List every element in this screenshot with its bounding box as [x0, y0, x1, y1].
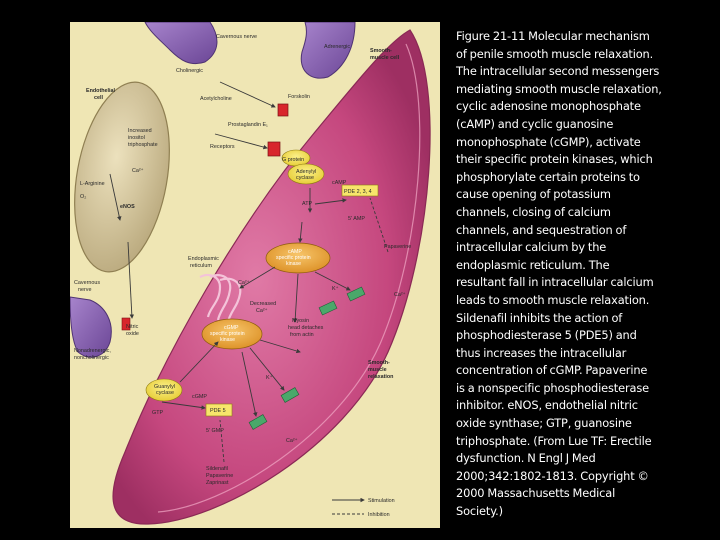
caption-line: 2000 Massachusetts Medical — [456, 486, 616, 501]
label-papaverine-right: Papaverine — [384, 244, 412, 250]
label-cavernous-left: Cavernous — [74, 280, 101, 286]
label-ca-channel: Ca²⁺ — [394, 292, 406, 298]
label-myosin-3: from actin — [290, 332, 314, 338]
caption-line: The intracellular second messengers — [456, 64, 660, 79]
label-prostaglandin: Prostaglandin E₁ — [228, 122, 268, 128]
label-cgmp-kinase-3: kinase — [220, 337, 235, 343]
caption-line: resultant fall in intracellular calcium — [456, 275, 654, 290]
caption-line: mediating smooth muscle relaxation, — [456, 81, 662, 96]
label-enos: eNOS — [120, 204, 135, 210]
label-triphosphate: triphosphate — [128, 142, 158, 148]
caption-line: monophosphate (cGMP), activate — [456, 134, 641, 149]
label-smooth-relax: Smooth- — [368, 360, 390, 366]
prostaglandin-receptor — [268, 142, 280, 156]
caption-line: channels, and sequestration of — [456, 222, 627, 237]
label-cgmp: cGMP — [192, 394, 207, 400]
figure-panel — [70, 22, 440, 528]
caption-line: channels, closing of calcium — [456, 204, 611, 219]
label-pde-234: PDE 2, 3, 4 — [344, 189, 372, 195]
label-nitric: Nitric — [126, 324, 139, 330]
label-cavernous-left-2: nerve — [78, 287, 92, 293]
label-ca-bottom: Ca²⁺ — [286, 438, 298, 444]
caption-line: leads to smooth muscle relaxation. — [456, 292, 650, 307]
molecular-mechanism-diagram — [70, 22, 440, 528]
label-myosin: Myosin — [292, 318, 310, 324]
caption-line: inhibitor. eNOS, endothelial nitric — [456, 398, 638, 413]
caption-line: phosphorylate certain proteins to — [456, 169, 640, 184]
label-o2: O₂ — [80, 194, 87, 200]
label-smooth-muscle-cell-2: muscle cell — [370, 55, 400, 61]
forskolin-receptor — [278, 104, 288, 116]
caption-line: phosphodiesterase 5 (PDE5) and — [456, 328, 637, 343]
caption-line: cause opening of potassium — [456, 187, 611, 202]
label-noncholinergic: noncholinergic — [74, 355, 109, 361]
label-cgmp-kinase: cGMP — [224, 325, 239, 331]
label-cholinergic: Cholinergic — [176, 68, 203, 74]
label-pde5: PDE 5 — [210, 408, 226, 414]
label-inositol: inositol — [128, 135, 145, 141]
label-ca-er: Ca²⁺ — [238, 280, 250, 286]
caption-line: dysfunction. N Engl J Med — [456, 451, 596, 466]
label-zaprinast: Zaprinast — [206, 480, 229, 486]
legend-inhibition: Inhibition — [368, 512, 390, 518]
label-g-protein: G protein — [282, 157, 305, 163]
caption-line: Society.) — [456, 504, 503, 519]
label-papaverine-bottom: Papaverine — [206, 473, 234, 479]
caption-line: intracellular calcium by the — [456, 240, 607, 255]
label-nonadrenergic: Nonadrenergic, — [74, 348, 111, 354]
label-camp-kinase-2: specific protein — [276, 255, 311, 261]
label-camp-top: cAMP — [332, 180, 347, 186]
caption-line: their specific protein kinases, which — [456, 152, 653, 167]
caption-line: cyclic adenosine monophosphate — [456, 99, 641, 114]
label-decreased: Decreased — [250, 301, 277, 307]
label-adrenergic: Adrenergic — [324, 44, 351, 50]
label-camp-kinase-3: kinase — [286, 261, 301, 267]
label-smooth-muscle-cell: Smooth- — [370, 48, 392, 54]
caption-line: Figure 21-11 Molecular mechanism — [456, 29, 650, 43]
caption-line: endoplasmic reticulum. The — [456, 257, 610, 272]
label-myosin-2: head detaches — [288, 325, 324, 331]
label-smooth-relax-3: relaxation — [368, 374, 394, 380]
caption-line: of penile smooth muscle relaxation. — [456, 46, 654, 61]
caption-line: (cAMP) and cyclic guanosine — [456, 116, 614, 131]
label-reticulum: reticulum — [190, 263, 212, 269]
label-decreased-ca: Ca²⁺ — [256, 308, 268, 314]
label-k-plus-2: K⁺ — [266, 375, 273, 381]
label-adenylyl-cyclase: Adenylyl — [296, 169, 317, 175]
label-guanylyl: Guanylyl — [154, 384, 175, 390]
label-smooth-relax-2: muscle — [368, 367, 387, 373]
label-cgmp-kinase-2: specific protein — [210, 331, 245, 337]
label-adenylyl-cyclase-2: cyclase — [296, 175, 314, 181]
label-forskolin: Forskolin — [288, 94, 310, 100]
figure-caption — [456, 28, 712, 521]
caption-line: thus increases the intracellular — [456, 345, 627, 360]
label-camp-kinase: cAMP — [288, 249, 302, 255]
label-endothelial-cell: Endothelial — [86, 88, 116, 94]
label-atp: ATP — [302, 201, 313, 207]
adrenergic-nerve-shape — [301, 22, 355, 78]
label-gtp: GTP — [152, 410, 164, 416]
label-increased: Increased — [128, 128, 152, 134]
label-5-gmp: 5' GMP — [206, 428, 224, 434]
caption-line: concentration of cGMP. Papaverine — [456, 363, 648, 378]
legend-stimulation: Stimulation — [368, 498, 395, 504]
caption-line: 2000;342:1802-1813. Copyright © — [456, 468, 649, 483]
label-guanylyl-2: cyclase — [156, 390, 174, 396]
label-sildenafil: Sildenafil — [206, 466, 228, 472]
label-endothelial-cell-2: cell — [94, 95, 103, 101]
label-k-plus-1: K⁺ — [332, 286, 339, 292]
endothelial-cell-shape — [70, 75, 183, 280]
label-cavernous-nerve-top: Cavernous nerve — [216, 34, 258, 40]
cavernous-nerve-top-shape — [145, 22, 217, 64]
caption-line: oxide synthase; GTP, guanosine — [456, 416, 632, 431]
label-endoplasmic: Endoplasmic — [188, 256, 219, 262]
caption-line: Sildenafil inhibits the action of — [456, 310, 623, 325]
label-receptors: Receptors — [210, 144, 235, 150]
caption-line: is a nonspecific phosphodiesterase — [456, 380, 649, 395]
label-l-arginine: L-Arginine — [80, 181, 105, 187]
label-acetylcholine: Acetylcholine — [200, 96, 232, 102]
label-oxide: oxide — [126, 331, 139, 337]
label-5-amp: 5' AMP — [348, 216, 365, 222]
label-ca-endothelial: Ca²⁺ — [132, 168, 144, 174]
caption-line: triphosphate. (From Lue TF: Erectile — [456, 433, 652, 448]
